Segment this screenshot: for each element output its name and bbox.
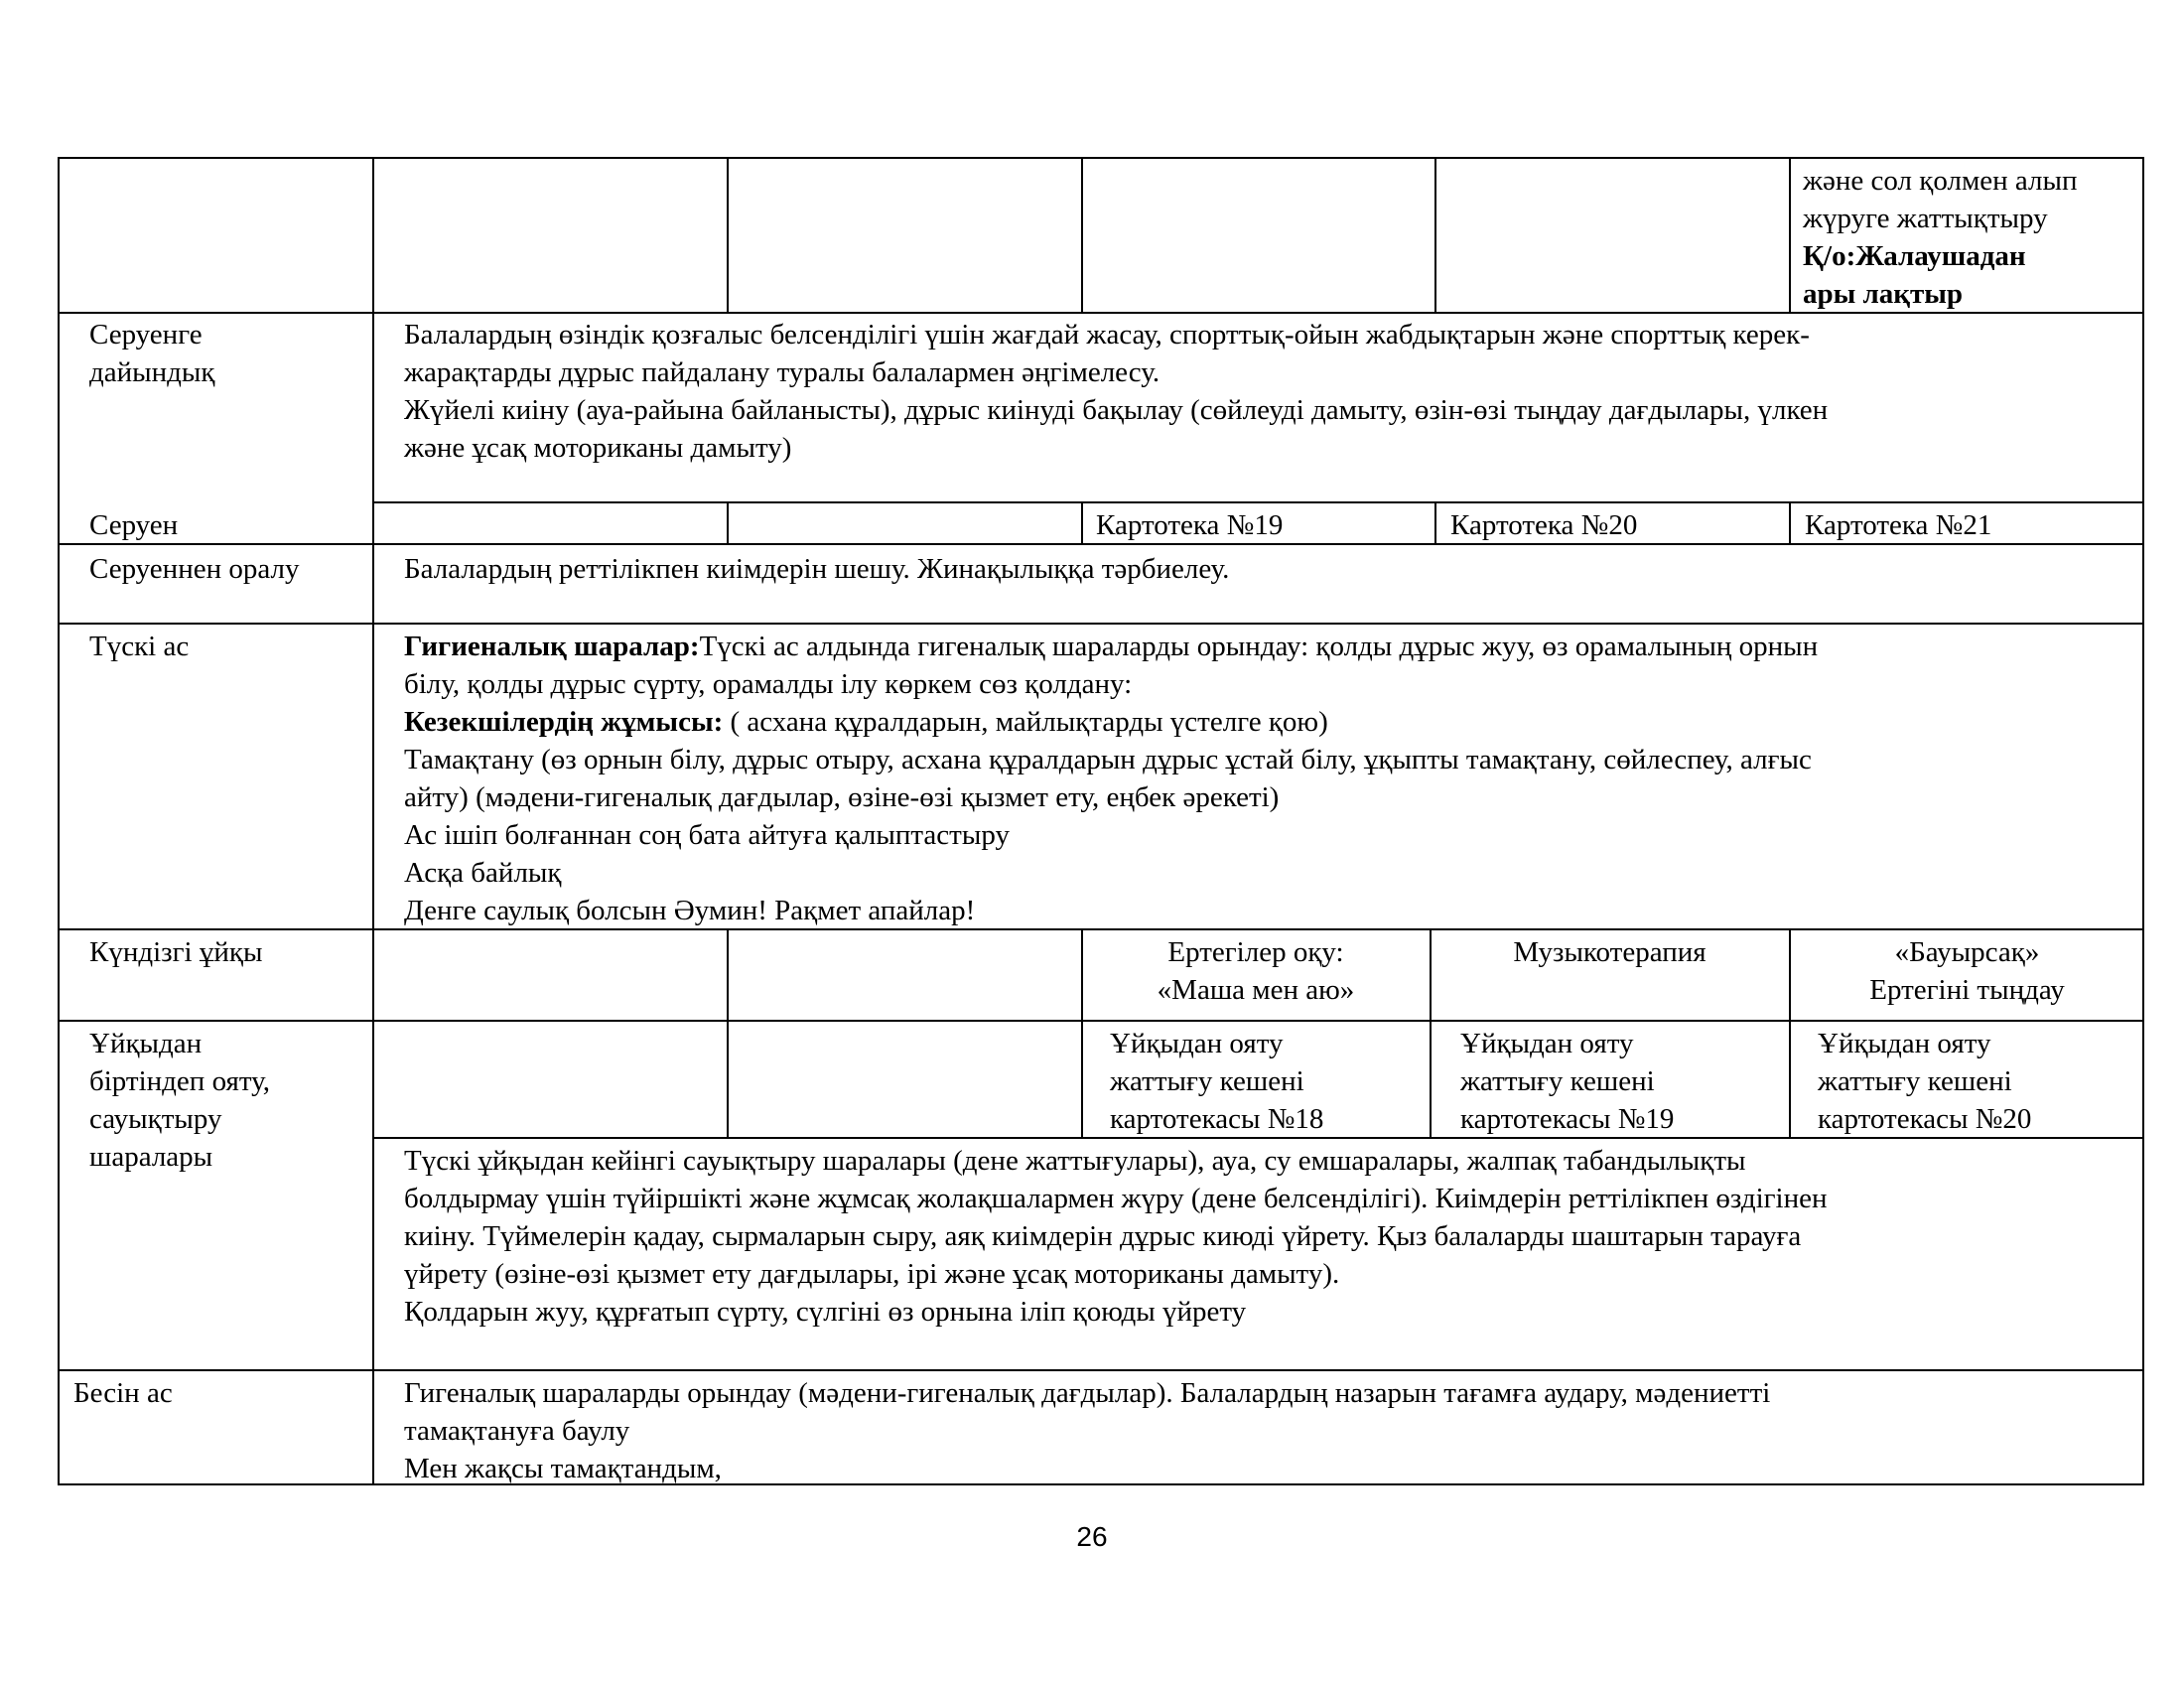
duty-heading: Кезекшілердің жұмысы: xyxy=(404,706,724,738)
snack-text-line-1: Гигеналық шараларды орындау (мәдени-гигеналық дағдылар). Балалардың назарын тағамға аудару, мәдениетті xyxy=(404,1377,1771,1409)
lunch-line-5: айту) (мәдени-гигеналық дағдылар, өзіне-өзі қызмет ету, еңбек әрекеті) xyxy=(404,781,1280,813)
walk-label: Серуен xyxy=(89,509,179,541)
wake-cell-3-line-1: Ұйқыдан ояту xyxy=(1110,1028,1284,1059)
wake-text-line-2: болдырмау үшін түйіршікті және жұмсақ жолақшалармен жүру (дене белсенділігі). Киімдерін реттілікпен өздігінен xyxy=(404,1183,1828,1214)
lunch-line-2: білу, қолды дұрыс сүрту, орамалды ілу көркем сөз қолдану: xyxy=(404,668,1133,700)
return-label: Серуеннен оралу xyxy=(89,553,300,585)
wake-cell-5-line-1: Ұйқыдан ояту xyxy=(1818,1028,1991,1059)
duty-text: ( асхана құралдарын, майлықтарды үстелге қою) xyxy=(723,706,1328,738)
wake-label-line-3: сауықтыру xyxy=(89,1103,222,1135)
walk-cell-4: Картотека №20 xyxy=(1450,509,1638,541)
walk-prep-text-line-1: Балалардың өзіндік қозғалыс белсенділігі үшін жағдай жасау, спорттық-ойын жабдықтарын және спорттық керек- xyxy=(404,319,1810,351)
snack-label: Бесін ас xyxy=(73,1377,173,1409)
wake-label-line-2: біртіндеп ояту, xyxy=(89,1065,271,1097)
wake-cell-4-line-2: жаттығу кешені xyxy=(1460,1065,1655,1097)
top-row-last-cell-line-4: ары лақтыр xyxy=(1803,278,1964,310)
lunch-line-4: Тамақтану (өз орнын білу, дұрыс отыру, асхана құралдарын дұрыс ұстай білу, ұқыпты тамақтану, сөйлеспеу, алғыс xyxy=(404,744,1812,775)
wake-cell-4-line-1: Ұйқыдан ояту xyxy=(1460,1028,1634,1059)
nap-cell-3-line-1: Ертегілер оқу: xyxy=(1167,936,1344,968)
lunch-line-1 xyxy=(404,628,1818,665)
nap-cell-4: Музыкотерапия xyxy=(1513,936,1706,968)
wake-text-line-5: Қолдарын жуу, құрғатып сүрту, сүлгіні өз орнына іліп қоюды үйрету xyxy=(404,1296,1247,1328)
page-number: 26 xyxy=(1076,1521,1108,1552)
walk-prep-text-line-2: жарақтарды дұрыс пайдалану туралы балалармен әңгімелесу. xyxy=(404,356,1160,388)
walk-prep-label-line-2: дайындық xyxy=(89,356,215,388)
return-text: Балалардың реттілікпен киімдерін шешу. Жинақылыққа тәрбиелеу. xyxy=(404,553,1230,585)
wake-label-line-1: Ұйқыдан xyxy=(89,1028,203,1059)
wake-label-line-4: шаралары xyxy=(89,1141,213,1173)
top-row-last-cell-line-3: Қ/о:Жалаушадан xyxy=(1803,240,2026,272)
nap-cell-5-line-1: «Бауырсақ» xyxy=(1894,936,2040,968)
wake-cell-3-line-2: жаттығу кешені xyxy=(1110,1065,1304,1097)
nap-cell-5-line-2: Ертегіні тыңдау xyxy=(1869,974,2065,1006)
wake-text-line-3: киіну. Түймелерін қадау, сырмаларын сыру, аяқ киімдерін дұрыс киюді үйрету. Қыз балаларды шаштарын тарауға xyxy=(404,1220,1802,1252)
lunch-line-7: Асқа байлық xyxy=(404,857,562,889)
nap-label: Күндізгі ұйқы xyxy=(89,936,263,968)
top-row-last-cell-line-1: және сол қолмен алып xyxy=(1803,165,2078,197)
wake-cell-4-line-3: картотекасы №19 xyxy=(1460,1103,1675,1135)
walk-prep-label-line-1: Серуенге xyxy=(89,319,203,351)
hygiene-text: Түскі ас алдында гигеналық шараларды орындау: қолды дұрыс жуу, өз орамалының орнын xyxy=(699,631,1819,662)
lunch-line-8: Денге саулық болсын Әумин! Рақмет апайлар! xyxy=(404,895,976,926)
top-row-last-cell-line-2: жүруге жаттықтыру xyxy=(1803,203,2048,234)
lunch-label: Түскі ас xyxy=(89,631,190,662)
walk-prep-text-line-4: және ұсақ моториканы дамыту) xyxy=(404,432,792,464)
walk-cell-3: Картотека №19 xyxy=(1096,509,1284,541)
wake-text-line-4: үйрету (өзіне-өзі қызмет ету дағдылары, ірі және ұсақ моториканы дамыту). xyxy=(404,1258,1340,1290)
wake-cell-5-line-2: жаттығу кешені xyxy=(1818,1065,2012,1097)
lunch-line-3 xyxy=(404,703,1328,741)
wake-text-line-1: Түскі ұйқыдан кейінгі сауықтыру шаралары (дене жаттығулары), ауа, су емшаралары, жалпақ табандылықты xyxy=(404,1145,1746,1177)
lunch-line-6: Ас ішіп болғаннан соң бата айтуға қалыптастыру xyxy=(404,819,1010,851)
hygiene-heading: Гигиеналық шаралар: xyxy=(404,631,700,662)
snack-text-line-2: тамақтануға баулу xyxy=(404,1415,630,1447)
wake-cell-5-line-3: картотекасы №20 xyxy=(1818,1103,2032,1135)
walk-prep-text-line-3: Жүйелі киіну (ауа-райына байланысты), дұрыс киінуді бақылау (сөйлеуді дамыту, өзін-өзі тыңдау дағдылары, үлкен xyxy=(404,394,1829,426)
walk-cell-5: Картотека №21 xyxy=(1805,509,1992,541)
nap-cell-3-line-2: «Маша мен аю» xyxy=(1157,974,1355,1006)
snack-text-line-3: Мен жақсы тамақтандым, xyxy=(404,1453,722,1484)
wake-cell-3-line-3: картотекасы №18 xyxy=(1110,1103,1324,1135)
